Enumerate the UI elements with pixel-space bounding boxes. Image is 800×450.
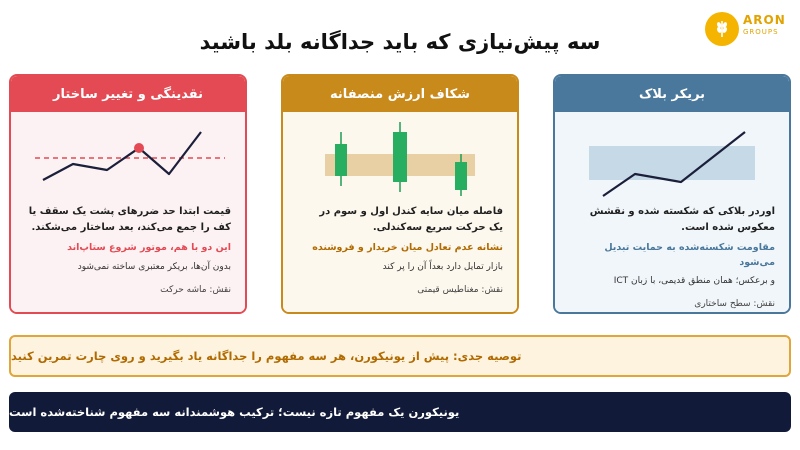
card-desc-2: یک حرکت سریع سه‌کندلی. — [372, 221, 503, 233]
card-title: بریکر بلاک — [555, 76, 789, 112]
card-desc-2: معکوس شده است. — [681, 221, 775, 233]
advice-banner: توصیه جدی: پیش از یونیکورن، هر سه مفهوم را جداگانه یاد بگیرید و روی چارت تمرین کنید — [9, 335, 791, 377]
card-role: نقش: مغناطیس قیمتی — [417, 284, 503, 295]
card-fvg — [281, 74, 519, 314]
card-desc-1: فاصله میان سایه کندل اول و سوم در — [319, 206, 503, 217]
wheat-logo-icon — [705, 12, 739, 46]
card-title: نقدینگی و تغییر ساختار — [11, 76, 245, 112]
card-highlight: نشانه عدم تعادل میان خریدار و فروشنده — [312, 242, 503, 253]
card-role: نقش: سطح ساختاری — [694, 299, 775, 310]
card-desc-1: قیمت ابتدا حد ضررهای پشت یک سقف یا — [28, 206, 231, 217]
card-breaker — [553, 74, 791, 314]
card-highlight: مقاومت شکسته‌شده به حمایت تبدیل می‌شود — [604, 242, 775, 268]
card-sub: بدون آن‌ها، بریکر معتبری ساخته نمی‌شود — [77, 261, 231, 272]
logo — [705, 10, 795, 50]
fvg-candles-illustration — [283, 118, 517, 198]
breaker-block-illustration — [555, 118, 789, 198]
logo-sub: GROUPS — [743, 28, 779, 36]
card-sub: و برعکس؛ همان منطق قدیمی، با زبان ICT — [613, 276, 775, 287]
card-title: شکاف ارزش منصفانه — [283, 76, 517, 112]
logo-name: ARON — [743, 13, 786, 27]
page-title: سه پیش‌نیازی که باید جداگانه بلد باشید — [199, 30, 601, 54]
card-highlight: این دو با هم، موتور شروع ستاپ‌اند — [67, 242, 231, 253]
card-desc-1: اوردر بلاکی که شکسته شده و نقشش — [589, 206, 775, 217]
card-sub: بازار تمایل دارد بعداً آن را پر کند — [382, 261, 503, 272]
footer-banner: یونیکورن یک مفهوم تازه نیست؛ ترکیب هوشمندانه سه مفهوم شناخته‌شده است — [9, 392, 791, 432]
card-desc-2: کف را جمع می‌کند، بعد ساختار می‌شکند. — [31, 221, 231, 233]
card-liquidity — [9, 74, 247, 314]
liquidity-sweep-illustration — [11, 118, 245, 198]
card-role: نقش: ماشه حرکت — [160, 284, 231, 295]
